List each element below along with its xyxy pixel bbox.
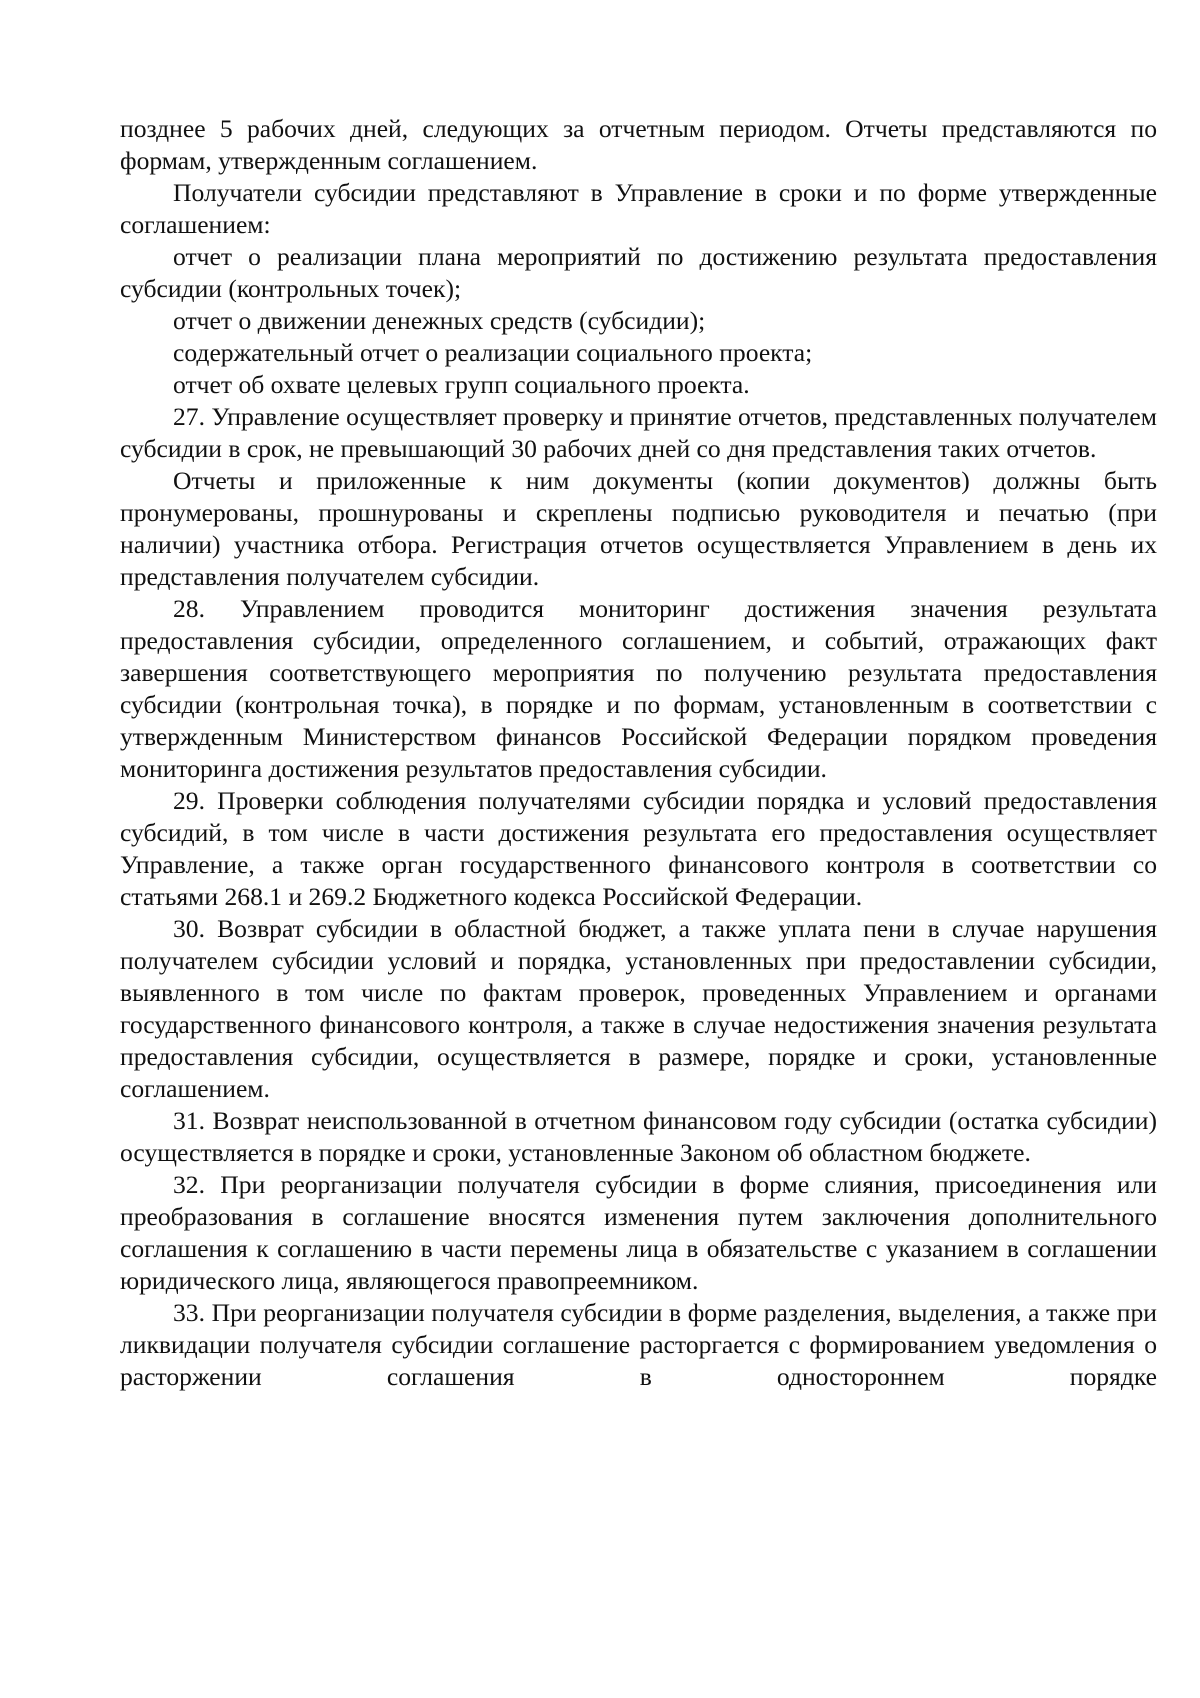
document-body	[120, 113, 1157, 1393]
paragraph-clause-30: 30. Возврат субсидии в областной бюджет, а также уплата пени в случае нарушения получателем субсидии условий и порядка, установленных при предоставлении субсидии, выявленного в том числе по фактам проверок, проведенных Управлением и органами государственного финансового контроля, а также в случае недостижения значения результата предоставления субсидии, осуществляется в размере, порядке и сроки, установленные соглашением.	[120, 914, 1157, 1103]
paragraph-reporting-deadline: позднее 5 рабочих дней, следующих за отчетным периодом. Отчеты представляются по формам, утвержденным соглашением.	[120, 114, 1157, 175]
paragraph-report-plan-implementation: отчет о реализации плана мероприятий по достижению результата предоставления субсидии (контрольных точек);	[120, 242, 1157, 303]
paragraph-report-content: содержательный отчет о реализации социального проекта;	[173, 338, 813, 367]
paragraph-clause-32: 32. При реорганизации получателя субсидии в форме слияния, присоединения или преобразования в соглашение вносятся изменения путем заключения дополнительного соглашения к соглашению в части перемены лица в обязательстве с указанием в соглашении юридического лица, являющегося правопреемником.	[120, 1170, 1157, 1295]
paragraph-clause-33: 33. При реорганизации получателя субсидии в форме разделения, выделения, а также при ликвидации получателя субсидии соглашение расторгается с формированием уведомления о расторжении соглашения в одностороннем порядке	[120, 1298, 1157, 1391]
paragraph-clause-29: 29. Проверки соблюдения получателями субсидии порядка и условий предоставления субсидий, в том числе в части достижения результата его предоставления осуществляет Управление, а также орган государственного финансового контроля в соответствии со статьями 268.1 и 269.2 Бюджетного кодекса Российской Федерации.	[120, 786, 1157, 911]
paragraph-clause-28: 28. Управлением проводится мониторинг достижения значения результата предоставления субсидии, определенного соглашением, и событий, отражающих факт завершения соответствующего мероприятия по получению результата предоставления субсидии (контрольная точка), в порядке и по формам, установленным в соответствии с утвержденным Министерством финансов Российской Федерации порядком проведения мониторинга достижения результатов предоставления субсидии.	[120, 594, 1157, 783]
paragraph-clause-31: 31. Возврат неиспользованной в отчетном финансовом году субсидии (остатка субсидии) осуществляется в порядке и сроки, установленные Законом об областном бюджете.	[120, 1106, 1157, 1167]
paragraph-report-target-groups: отчет об охвате целевых групп социального проекта.	[173, 370, 750, 399]
paragraph-clause-27: 27. Управление осуществляет проверку и принятие отчетов, представленных получателем субсидии в срок, не превышающий 30 рабочих дней со дня представления таких отчетов.	[120, 402, 1157, 463]
paragraph-report-cash-flow: отчет о движении денежных средств (субсидии);	[173, 306, 706, 335]
paragraph-report-types-intro: Получатели субсидии представляют в Управление в сроки и по форме утвержденные соглашением:	[120, 178, 1157, 239]
paragraph-report-documents: Отчеты и приложенные к ним документы (копии документов) должны быть пронумерованы, прошнурованы и скреплены подписью руководителя и печатью (при наличии) участника отбора. Регистрация отчетов осуществляется Управлением в день их представления получателем субсидии.	[120, 466, 1157, 591]
